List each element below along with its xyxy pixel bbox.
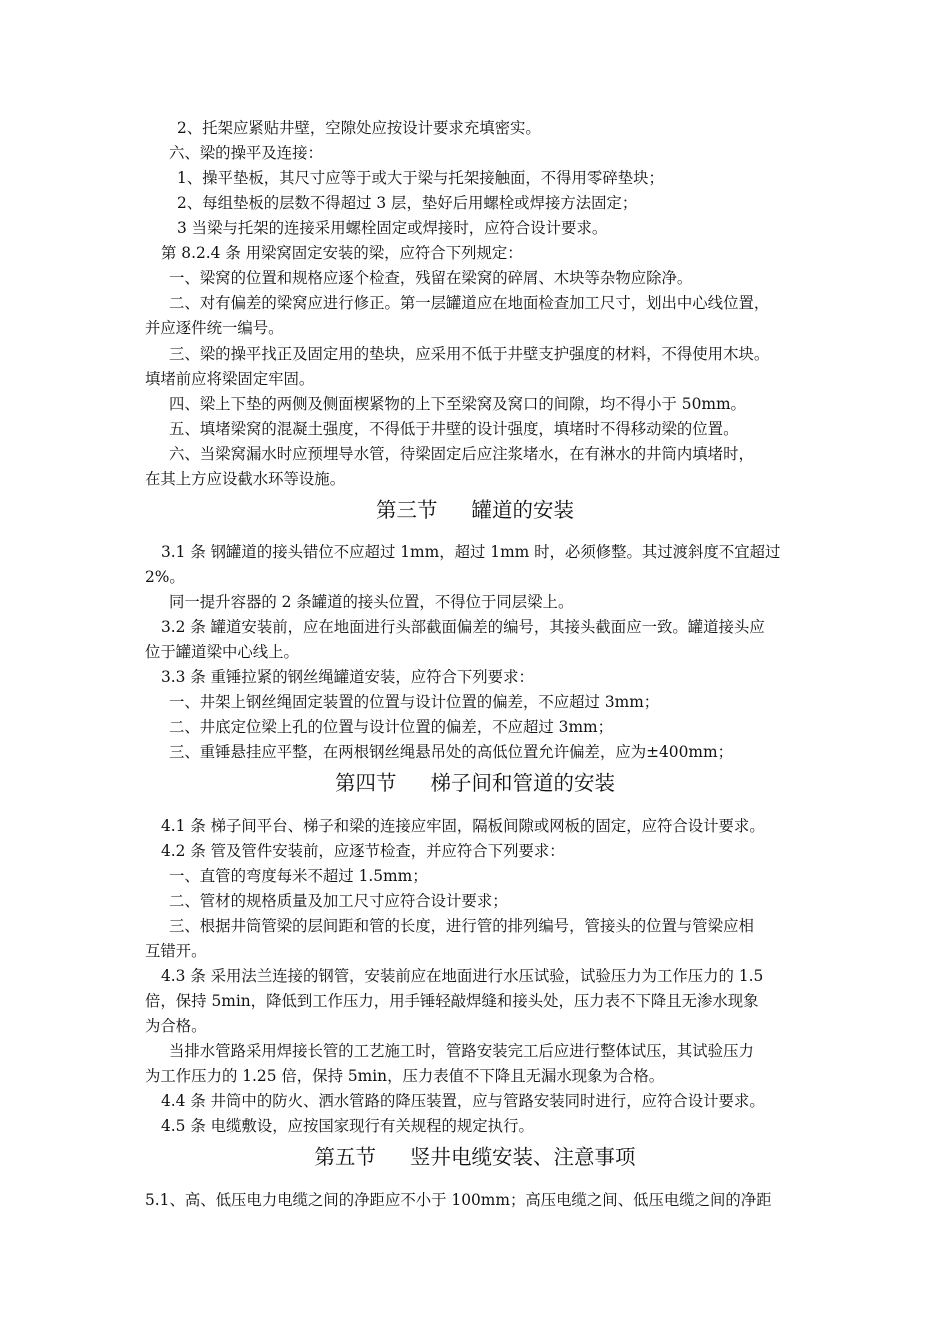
- paragraph-line: 同一提升容器的 2 条罐道的接头位置，不得位于同层梁上。: [169, 593, 574, 611]
- clause-line: 3.3 条 重锤拉紧的钢丝绳罐道安装，应符合下列要求：: [161, 668, 534, 686]
- paragraph-line: 二、井底定位梁上孔的位置与设计位置的偏差，不应超过 3mm；: [169, 718, 614, 736]
- clause-line: 4.5 条 电缆敷设，应按国家现行有关规程的规定执行。: [161, 1117, 534, 1135]
- section-title: 罐道的安装: [471, 498, 574, 522]
- paragraph-line: 2%。: [145, 568, 185, 586]
- section-title: 竖井电缆安装、注意事项: [410, 1145, 636, 1169]
- section-title: 梯子间和管道的安装: [430, 771, 615, 795]
- section-heading: [0, 495, 950, 525]
- clause-line: 第 8.2.4 条 用梁窝固定安装的梁，应符合下列规定：: [161, 244, 523, 262]
- paragraph-line: 二、对有偏差的梁窝应进行修正。第一层罐道应在地面检查加工尺寸，划出中心线位置，: [169, 294, 770, 312]
- paragraph-line: 一、梁窝的位置和规格应逐个检查，残留在梁窝的碎屑、木块等杂物应除净。: [169, 269, 693, 287]
- clause-line: 4.4 条 井筒中的防火、洒水管路的降压装置，应与管路安装同时进行，应符合设计要求。: [161, 1092, 765, 1110]
- paragraph-line: 1、操平垫板，其尺寸应等于或大于梁与托架接触面，不得用零碎垫块；: [177, 169, 664, 187]
- clause-line: 5.1、高、低压电力电缆之间的净距应不小于 100mm；高压电缆之间、低压电缆之间的净距: [145, 1191, 772, 1209]
- paragraph-line: 五、填堵梁窝的混凝土强度，不得低于井壁的设计强度，填堵时不得移动梁的位置。: [169, 420, 739, 438]
- paragraph-line: 倍，保持 5min，降低到工作压力，用手锤轻敲焊缝和接头处，压力表不下降且无渗水现象: [145, 992, 759, 1010]
- paragraph-line: 四、梁上下垫的两侧及侧面楔紧物的上下至梁窝及窝口的间隙，均不得小于 50mm。: [169, 395, 746, 413]
- paragraph-line: 并应逐件统一编号。: [145, 319, 284, 337]
- clause-line: 3.2 条 罐道安装前，应在地面进行头部截面偏差的编号，其接头截面应一致。罐道接头应: [161, 618, 765, 636]
- section-number: 第三节: [376, 498, 438, 522]
- paragraph-line: 一、直管的弯度每米不超过 1.5mm；: [169, 867, 428, 885]
- paragraph-line: 为工作压力的 1.25 倍，保持 5min，压力表值不下降且无漏水现象为合格。: [145, 1067, 665, 1085]
- paragraph-line: 为合格。: [145, 1017, 207, 1035]
- paragraph-line: 三、根据井筒管梁的层间距和管的长度，进行管的排列编号，管接头的位置与管梁应相: [169, 917, 754, 935]
- clause-line: 3.1 条 钢罐道的接头错位不应超过 1mm，超过 1mm 时，必须修整。其过渡斜度不宜超过: [161, 543, 781, 561]
- paragraph-line: 填堵前应将梁固定牢固。: [145, 370, 315, 388]
- paragraph-line: 位于罐道梁中心线上。: [145, 643, 299, 661]
- section-heading: [0, 1142, 950, 1172]
- paragraph-line: 一、井架上钢丝绳固定装置的位置与设计位置的偏差，不应超过 3mm；: [169, 693, 660, 711]
- paragraph-line: 在其上方应设截水环等设施。: [145, 470, 346, 488]
- section-heading: [0, 768, 950, 798]
- paragraph-line: 2、每组垫板的层数不得超过 3 层，垫好后用螺栓或焊接方法固定；: [177, 194, 638, 212]
- paragraph-line: 六、梁的操平及连接：: [169, 144, 323, 162]
- paragraph-line: 三、重锤悬挂应平整，在两根钢丝绳悬吊处的高低位置允许偏差，应为±400mm；: [169, 743, 733, 761]
- paragraph-line: 三、梁的操平找正及固定用的垫块，应采用不低于井壁支护强度的材料，不得使用木块。: [169, 345, 770, 363]
- clause-line: 4.1 条 梯子间平台、梯子和梁的连接应牢固，隔板间隙或网板的固定，应符合设计要求。: [161, 817, 765, 835]
- paragraph-line: 六、当梁窝漏水时应预埋导水管，待梁固定后应注浆堵水，在有淋水的井筒内填堵时，: [169, 445, 754, 463]
- clause-line: 4.3 条 采用法兰连接的钢管，安装前应在地面进行水压试验，试验压力为工作压力的 1.5: [161, 967, 764, 985]
- paragraph-line: 二、管材的规格质量及加工尺寸应符合设计要求；: [169, 892, 508, 910]
- paragraph-line: 当排水管路采用焊接长管的工艺施工时，管路安装完工后应进行整体试压，其试验压力: [169, 1042, 754, 1060]
- clause-line: 4.2 条 管及管件安装前，应逐节检查，并应符合下列要求：: [161, 842, 565, 860]
- section-number: 第五节: [314, 1145, 376, 1169]
- paragraph-line: 3 当梁与托架的连接采用螺栓固定或焊接时，应符合设计要求。: [177, 219, 608, 237]
- paragraph-line: 互错开。: [145, 942, 207, 960]
- paragraph-line: 2、托架应紧贴井壁，空隙处应按设计要求充填密实。: [177, 119, 541, 137]
- section-number: 第四节: [335, 771, 397, 795]
